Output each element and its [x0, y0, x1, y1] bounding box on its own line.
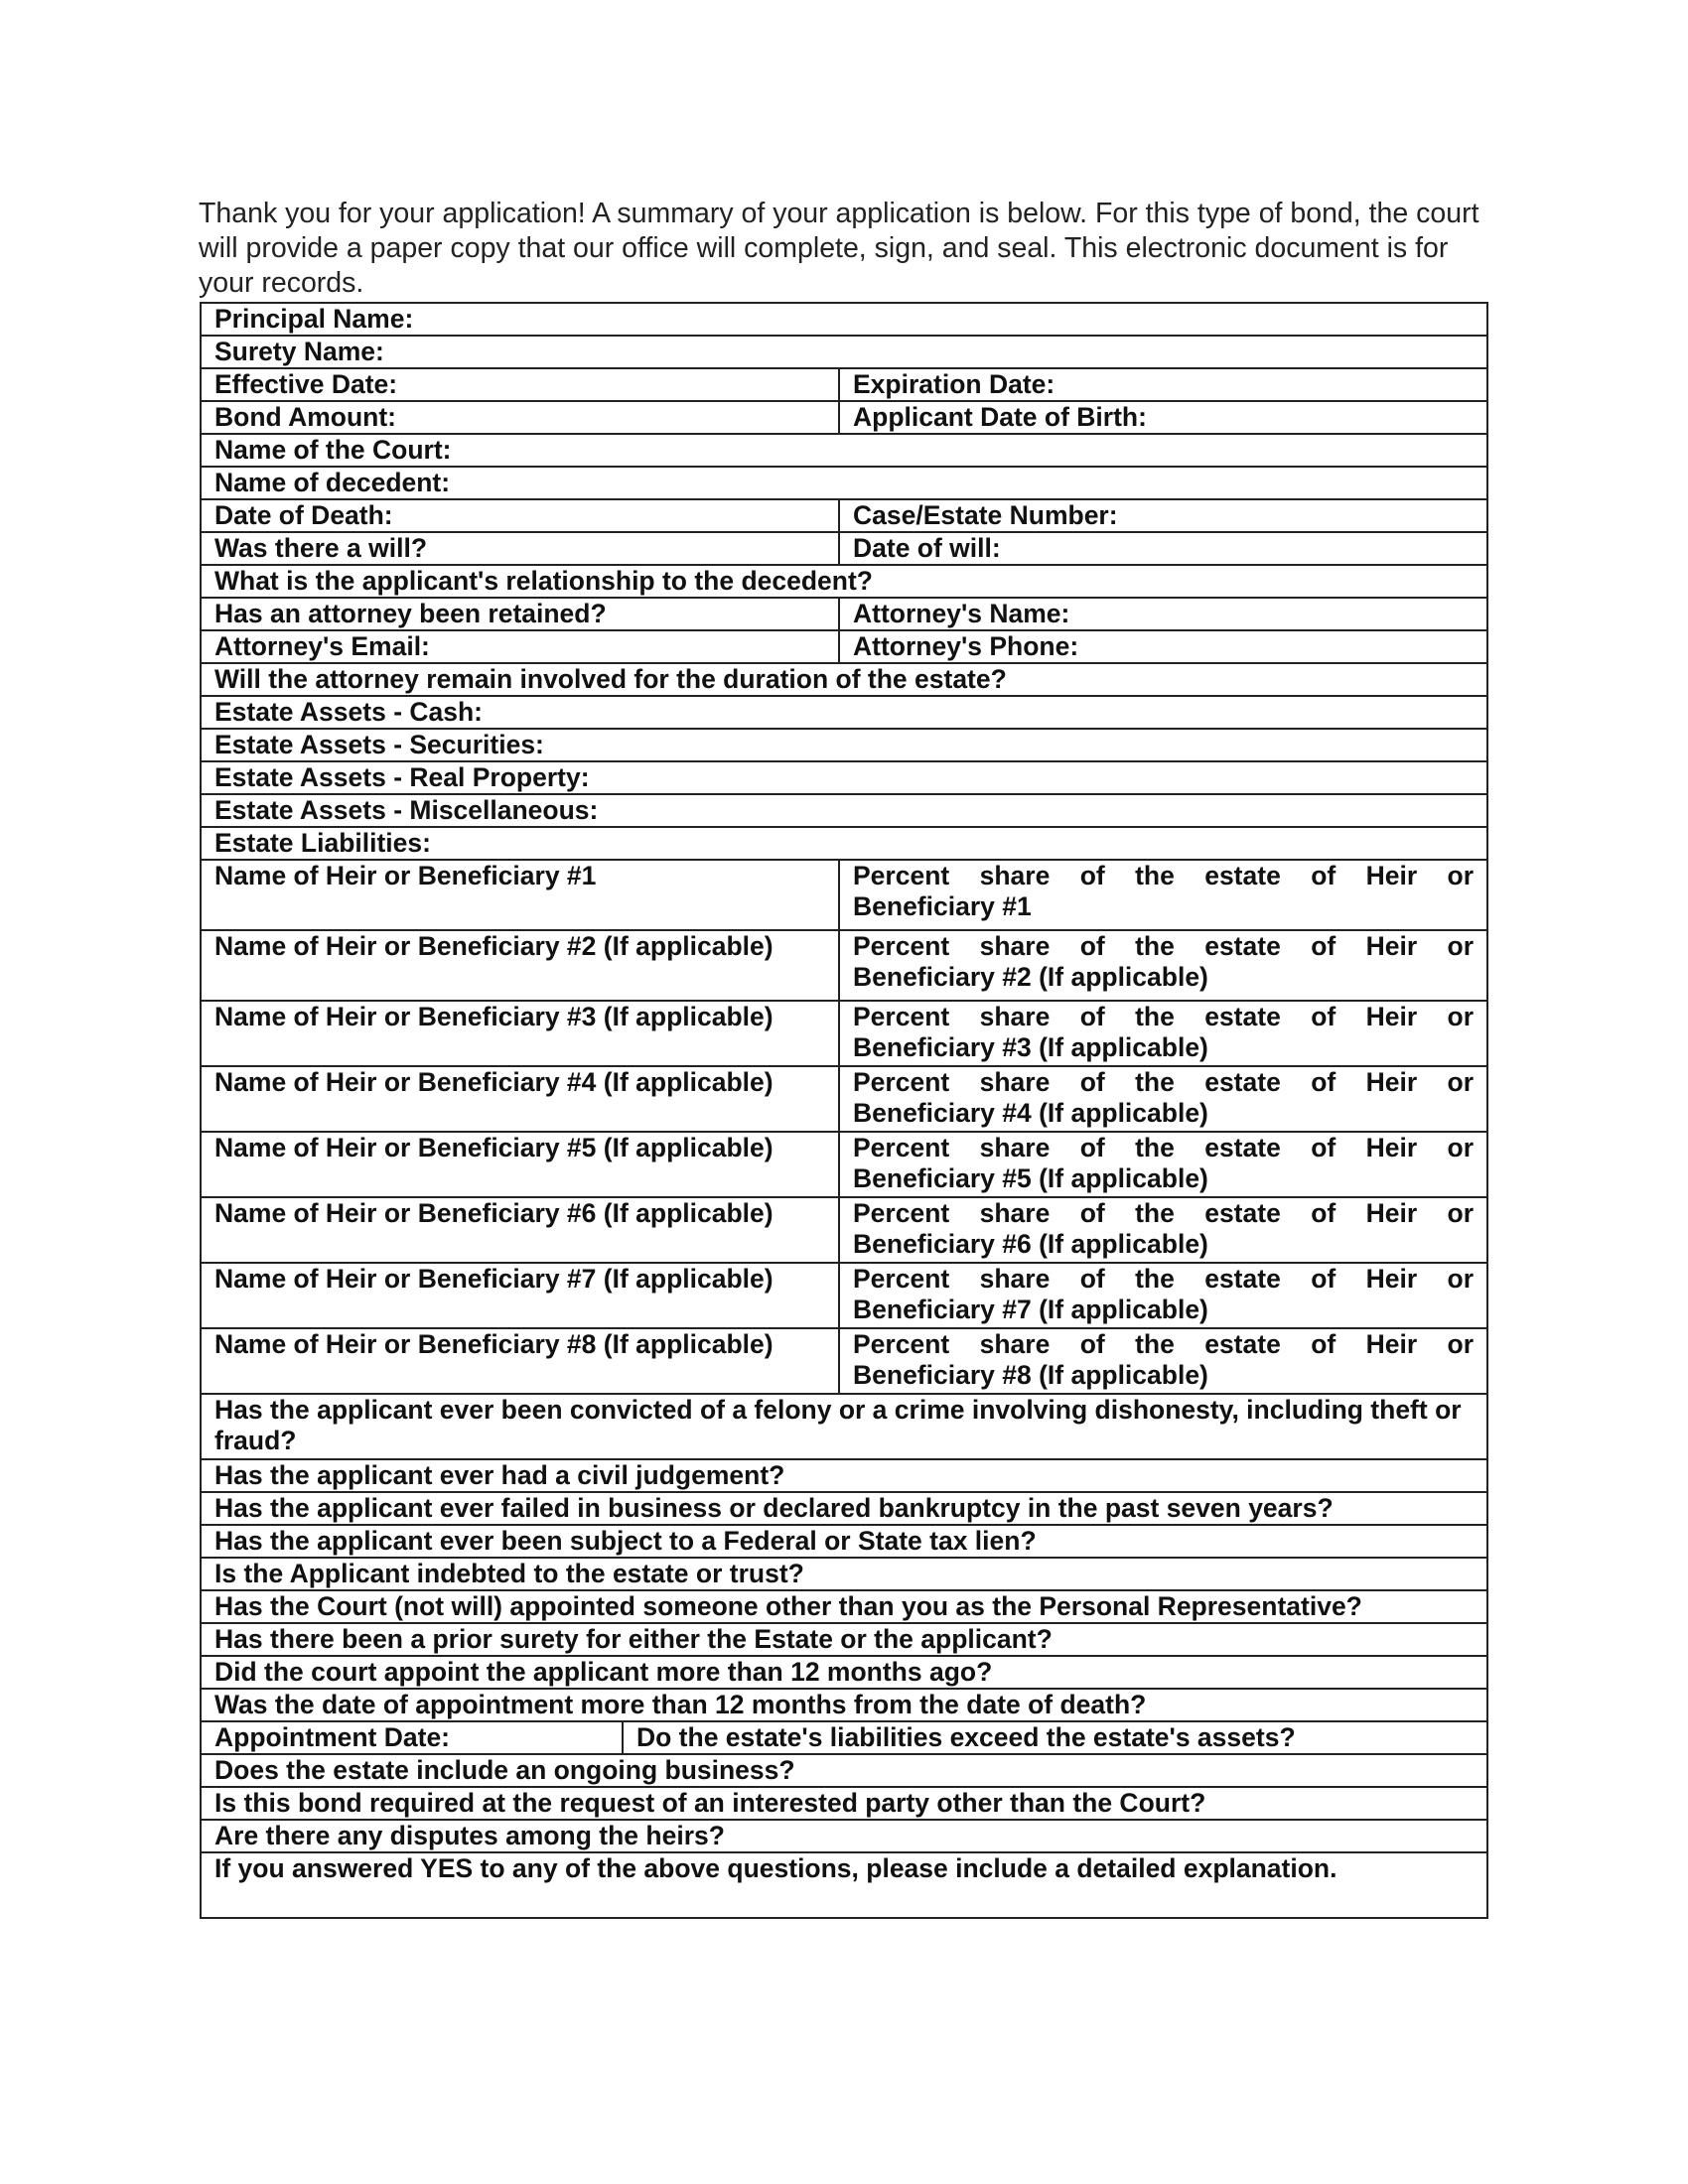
- assets-real-property-field: Estate Assets - Real Property:: [201, 761, 1487, 794]
- intro-text: Thank you for your application! A summary of your application is below. For this type of bond, the court will provide a paper copy that our office will complete, sign, and seal. This electronic document is for your records.: [199, 198, 1479, 299]
- heir-name-field: Name of Heir or Beneficiary #6 (If applicable): [201, 1197, 839, 1263]
- decedent-name-field: Name of decedent:: [201, 467, 1487, 499]
- date-of-will-field: Date of will:: [839, 532, 1487, 565]
- share-line-1: Percent share of the estate of Heir or: [853, 1264, 1475, 1294]
- share-line-2: Beneficiary #2 (If applicable): [853, 962, 1208, 992]
- share-line-1: Percent share of the estate of Heir or: [853, 861, 1475, 890]
- ongoing-business-question: Does the estate include an ongoing business?: [201, 1754, 1487, 1787]
- share-line-1: Percent share of the estate of Heir or: [853, 931, 1475, 961]
- heir-row: [201, 1328, 1487, 1394]
- share-line-2: Beneficiary #5 (If applicable): [853, 1163, 1208, 1193]
- heir-row: [201, 1001, 1487, 1066]
- heir-share-field: [839, 1132, 1487, 1197]
- heir-row: [201, 1197, 1487, 1263]
- share-line-2: Beneficiary #1: [853, 891, 1032, 921]
- share-line-1: Percent share of the estate of Heir or: [853, 1329, 1475, 1359]
- explanation-field: If you answered YES to any of the above questions, please include a detailed explanation.: [201, 1852, 1487, 1918]
- attorney-name-field: Attorney's Name:: [839, 598, 1487, 630]
- share-line-1: Percent share of the estate of Heir or: [853, 1067, 1475, 1097]
- heir-name-field: Name of Heir or Beneficiary #5 (If applicable): [201, 1132, 839, 1197]
- appointment-vs-death-question: Was the date of appointment more than 12 months from the date of death?: [201, 1689, 1487, 1721]
- share-line-2: Beneficiary #4 (If applicable): [853, 1098, 1208, 1128]
- heir-name-field: Name of Heir or Beneficiary #1: [201, 860, 839, 930]
- civil-judgement-question: Has the applicant ever had a civil judgement?: [201, 1459, 1487, 1492]
- heir-share-field: [839, 860, 1487, 930]
- share-line-1: Percent share of the estate of Heir or: [853, 1002, 1475, 1031]
- court-appointed-question: Has the Court (not will) appointed someone other than you as the Personal Representative?: [201, 1590, 1487, 1623]
- heir-share-field: [839, 1066, 1487, 1132]
- share-line-2: Beneficiary #3 (If applicable): [853, 1032, 1208, 1062]
- principal-name-field: Principal Name:: [201, 303, 1487, 336]
- attorney-phone-field: Attorney's Phone:: [839, 630, 1487, 663]
- heir-name-field: Name of Heir or Beneficiary #8 (If applicable): [201, 1328, 839, 1394]
- attorney-email-field: Attorney's Email:: [201, 630, 839, 663]
- share-line-2: Beneficiary #8 (If applicable): [853, 1360, 1208, 1390]
- was-there-will-field: Was there a will?: [201, 532, 839, 565]
- appointment-row: [201, 1721, 1487, 1754]
- tax-lien-question: Has the applicant ever been subject to a Federal or State tax lien?: [201, 1525, 1487, 1558]
- share-line-1: Percent share of the estate of Heir or: [853, 1198, 1475, 1228]
- heir-row: [201, 1132, 1487, 1197]
- felony-question: Has the applicant ever been convicted of a felony or a crime involving dishonesty, including theft or fraud?: [201, 1394, 1487, 1459]
- share-line-1: Percent share of the estate of Heir or: [853, 1133, 1475, 1162]
- indebted-question: Is the Applicant indebted to the estate or trust?: [201, 1558, 1487, 1590]
- heir-name-field: Name of Heir or Beneficiary #2 (If applicable): [201, 930, 839, 1001]
- disputes-question: Are there any disputes among the heirs?: [201, 1820, 1487, 1852]
- appoint-12-months-question: Did the court appoint the applicant more than 12 months ago?: [201, 1656, 1487, 1689]
- relationship-field: What is the applicant's relationship to the decedent?: [201, 565, 1487, 598]
- heir-name-field: Name of Heir or Beneficiary #7 (If applicable): [201, 1263, 839, 1328]
- heir-share-field: [839, 1197, 1487, 1263]
- prior-surety-question: Has there been a prior surety for either the Estate or the applicant?: [201, 1623, 1487, 1656]
- assets-cash-field: Estate Assets - Cash:: [201, 696, 1487, 729]
- heir-row: [201, 930, 1487, 1001]
- case-number-field: Case/Estate Number:: [839, 499, 1487, 532]
- heir-share-field: [839, 930, 1487, 1001]
- heir-name-field: Name of Heir or Beneficiary #4 (If applicable): [201, 1066, 839, 1132]
- date-of-death-field: Date of Death:: [201, 499, 839, 532]
- heir-name-field: Name of Heir or Beneficiary #3 (If applicable): [201, 1001, 839, 1066]
- liabilities-field: Estate Liabilities:: [201, 827, 1487, 860]
- bankruptcy-question: Has the applicant ever failed in business or declared bankruptcy in the past seven years?: [201, 1492, 1487, 1525]
- heir-share-field: [839, 1328, 1487, 1394]
- applicant-dob-field: Applicant Date of Birth:: [839, 401, 1487, 434]
- attorney-retained-field: Has an attorney been retained?: [201, 598, 839, 630]
- appointment-date-field: Appointment Date:: [214, 1722, 624, 1753]
- attorney-remain-field: Will the attorney remain involved for the duration of the estate?: [201, 663, 1487, 696]
- expiration-date-field: Expiration Date:: [839, 368, 1487, 401]
- share-line-2: Beneficiary #6 (If applicable): [853, 1229, 1208, 1259]
- court-name-field: Name of the Court:: [201, 434, 1487, 467]
- assets-misc-field: Estate Assets - Miscellaneous:: [201, 794, 1487, 827]
- share-line-2: Beneficiary #7 (If applicable): [853, 1295, 1208, 1324]
- heir-row: [201, 1263, 1487, 1328]
- effective-date-field: Effective Date:: [201, 368, 839, 401]
- surety-name-field: Surety Name:: [201, 336, 1487, 368]
- assets-securities-field: Estate Assets - Securities:: [201, 729, 1487, 761]
- bond-amount-field: Bond Amount:: [201, 401, 839, 434]
- heir-share-field: [839, 1001, 1487, 1066]
- heir-row: [201, 1066, 1487, 1132]
- liabilities-exceed-question: Do the estate's liabilities exceed the estate's assets?: [636, 1722, 1296, 1752]
- heir-share-field: [839, 1263, 1487, 1328]
- heir-row: [201, 860, 1487, 930]
- application-summary-table: [200, 302, 1488, 1919]
- interested-party-question: Is this bond required at the request of an interested party other than the Court?: [201, 1787, 1487, 1820]
